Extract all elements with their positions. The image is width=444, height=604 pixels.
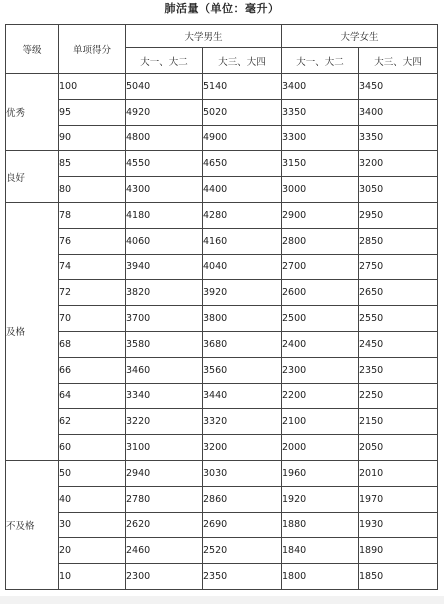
male-year12-cell: 3580 <box>126 331 203 357</box>
female-year12-cell: 1960 <box>282 460 359 486</box>
male-year12-cell: 5040 <box>126 74 203 100</box>
male-year34-cell: 3320 <box>203 409 282 435</box>
male-year34-cell: 3030 <box>203 460 282 486</box>
female-year34-cell: 2850 <box>359 228 438 254</box>
male-year34-cell: 3680 <box>203 331 282 357</box>
male-year34-cell: 2690 <box>203 512 282 538</box>
table-row <box>6 228 438 254</box>
male-year12-cell: 2780 <box>126 486 203 512</box>
score-cell: 10 <box>59 564 126 590</box>
female-year34-cell: 1890 <box>359 538 438 564</box>
male-year34-cell: 4040 <box>203 254 282 280</box>
male-year34-cell: 4280 <box>203 202 282 228</box>
female-year34-cell: 2550 <box>359 306 438 332</box>
female-year34-cell: 3450 <box>359 74 438 100</box>
female-year12-cell: 2000 <box>282 435 359 461</box>
score-cell: 66 <box>59 357 126 383</box>
female-year34-cell: 2010 <box>359 460 438 486</box>
female-year12-cell: 3300 <box>282 125 359 151</box>
female-year12-cell: 2600 <box>282 280 359 306</box>
table-row <box>6 564 438 590</box>
score-cell: 50 <box>59 460 126 486</box>
female-year34-cell: 1970 <box>359 486 438 512</box>
header-male-year12: 大一、大二 <box>126 48 203 74</box>
female-year34-cell: 2050 <box>359 435 438 461</box>
female-year34-cell: 1850 <box>359 564 438 590</box>
female-year12-cell: 2900 <box>282 202 359 228</box>
table-row <box>6 460 438 486</box>
score-cell: 85 <box>59 151 126 177</box>
female-year12-cell: 1840 <box>282 538 359 564</box>
score-cell: 30 <box>59 512 126 538</box>
table-row <box>6 435 438 461</box>
male-year12-cell: 4920 <box>126 99 203 125</box>
table-row <box>6 202 438 228</box>
score-cell: 100 <box>59 74 126 100</box>
male-year12-cell: 2620 <box>126 512 203 538</box>
male-year34-cell: 2860 <box>203 486 282 512</box>
male-year12-cell: 3940 <box>126 254 203 280</box>
female-year12-cell: 3000 <box>282 177 359 203</box>
male-year34-cell: 5140 <box>203 74 282 100</box>
female-year12-cell: 3350 <box>282 99 359 125</box>
female-year12-cell: 2100 <box>282 409 359 435</box>
male-year34-cell: 3800 <box>203 306 282 332</box>
table-row <box>6 306 438 332</box>
table-title: 肺活量（单位：毫升） <box>164 2 280 15</box>
female-year34-cell: 3200 <box>359 151 438 177</box>
female-year12-cell: 3150 <box>282 151 359 177</box>
male-year12-cell: 4180 <box>126 202 203 228</box>
header-female-year34: 大三、大四 <box>359 48 438 74</box>
male-year12-cell: 4060 <box>126 228 203 254</box>
header-male-year34: 大三、大四 <box>203 48 282 74</box>
score-cell: 62 <box>59 409 126 435</box>
male-year34-cell: 3200 <box>203 435 282 461</box>
score-cell: 64 <box>59 383 126 409</box>
female-year34-cell: 2350 <box>359 357 438 383</box>
table-row <box>6 409 438 435</box>
male-year12-cell: 4550 <box>126 151 203 177</box>
score-cell: 78 <box>59 202 126 228</box>
female-year12-cell: 2400 <box>282 331 359 357</box>
female-year12-cell: 2800 <box>282 228 359 254</box>
male-year12-cell: 3100 <box>126 435 203 461</box>
score-cell: 80 <box>59 177 126 203</box>
table-row <box>6 125 438 151</box>
female-year34-cell: 1930 <box>359 512 438 538</box>
grade-cell: 不及格 <box>6 460 59 589</box>
male-year34-cell: 2520 <box>203 538 282 564</box>
female-year34-cell: 2650 <box>359 280 438 306</box>
female-year34-cell: 3050 <box>359 177 438 203</box>
male-year12-cell: 3700 <box>126 306 203 332</box>
male-year12-cell: 2940 <box>126 460 203 486</box>
table-row <box>6 486 438 512</box>
male-year12-cell: 3220 <box>126 409 203 435</box>
score-cell: 70 <box>59 306 126 332</box>
header-score: 单项得分 <box>59 25 126 74</box>
bottom-strip <box>0 596 444 604</box>
male-year34-cell: 2350 <box>203 564 282 590</box>
female-year12-cell: 2300 <box>282 357 359 383</box>
header-grade: 等级 <box>6 25 59 74</box>
male-year34-cell: 3920 <box>203 280 282 306</box>
score-cell: 72 <box>59 280 126 306</box>
grade-cell: 优秀 <box>6 74 59 151</box>
female-year34-cell: 2150 <box>359 409 438 435</box>
male-year12-cell: 3820 <box>126 280 203 306</box>
score-cell: 20 <box>59 538 126 564</box>
header-female: 大学女生 <box>282 25 438 48</box>
female-year12-cell: 1920 <box>282 486 359 512</box>
female-year12-cell: 2200 <box>282 383 359 409</box>
male-year34-cell: 4900 <box>203 125 282 151</box>
score-cell: 40 <box>59 486 126 512</box>
table-row <box>6 331 438 357</box>
table-row <box>6 280 438 306</box>
female-year34-cell: 2250 <box>359 383 438 409</box>
table-row <box>6 538 438 564</box>
female-year12-cell: 2500 <box>282 306 359 332</box>
table-row <box>6 383 438 409</box>
table-body <box>6 74 438 590</box>
female-year34-cell: 3400 <box>359 99 438 125</box>
female-year34-cell: 3350 <box>359 125 438 151</box>
table-row <box>6 151 438 177</box>
male-year12-cell: 4800 <box>126 125 203 151</box>
score-cell: 90 <box>59 125 126 151</box>
female-year34-cell: 2750 <box>359 254 438 280</box>
score-cell: 60 <box>59 435 126 461</box>
male-year34-cell: 5020 <box>203 99 282 125</box>
female-year12-cell: 3400 <box>282 74 359 100</box>
male-year34-cell: 4650 <box>203 151 282 177</box>
header-female-year12: 大一、大二 <box>282 48 359 74</box>
score-cell: 95 <box>59 99 126 125</box>
female-year12-cell: 1880 <box>282 512 359 538</box>
vital-capacity-table <box>5 24 438 590</box>
table-row <box>6 99 438 125</box>
grade-cell: 良好 <box>6 151 59 203</box>
male-year12-cell: 2300 <box>126 564 203 590</box>
header-male: 大学男生 <box>126 25 282 48</box>
male-year12-cell: 3460 <box>126 357 203 383</box>
table-row <box>6 254 438 280</box>
female-year12-cell: 2700 <box>282 254 359 280</box>
male-year34-cell: 4160 <box>203 228 282 254</box>
male-year34-cell: 3440 <box>203 383 282 409</box>
score-cell: 76 <box>59 228 126 254</box>
male-year12-cell: 2460 <box>126 538 203 564</box>
male-year34-cell: 3560 <box>203 357 282 383</box>
male-year12-cell: 4300 <box>126 177 203 203</box>
score-cell: 68 <box>59 331 126 357</box>
table-row <box>6 357 438 383</box>
female-year34-cell: 2450 <box>359 331 438 357</box>
female-year12-cell: 1800 <box>282 564 359 590</box>
male-year34-cell: 4400 <box>203 177 282 203</box>
table-row <box>6 512 438 538</box>
table-row <box>6 74 438 100</box>
grade-cell: 及格 <box>6 202 59 460</box>
score-cell: 74 <box>59 254 126 280</box>
female-year34-cell: 2950 <box>359 202 438 228</box>
male-year12-cell: 3340 <box>126 383 203 409</box>
table-row <box>6 177 438 203</box>
